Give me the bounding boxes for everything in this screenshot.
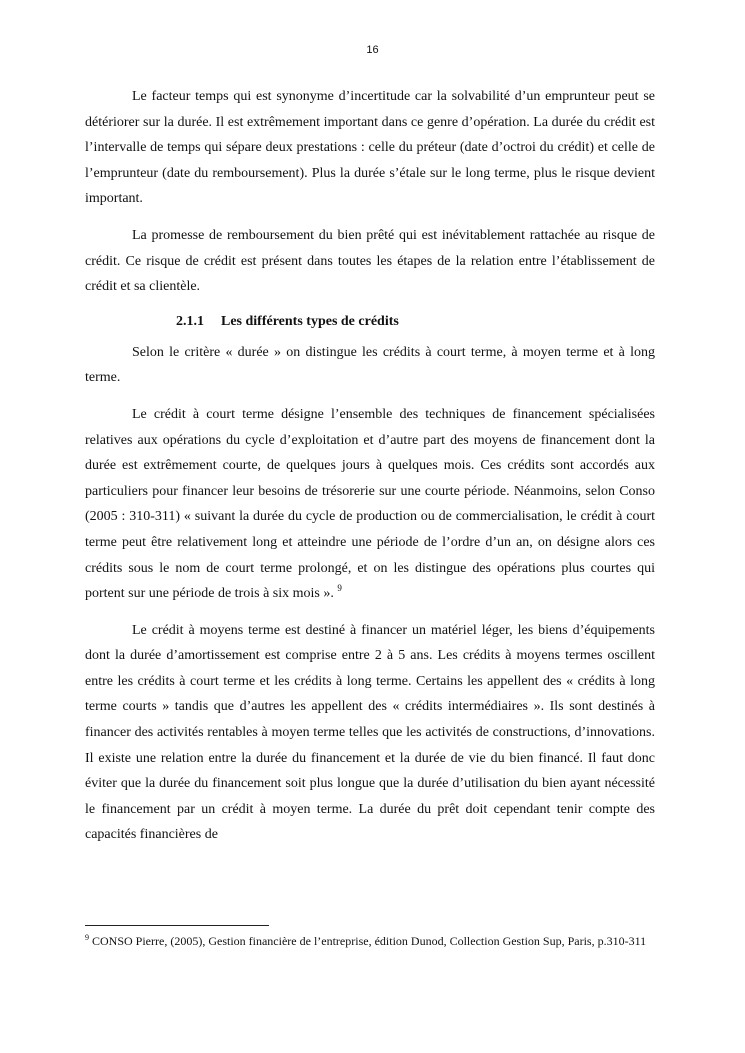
paragraph-short-term-credit <box>85 402 655 607</box>
footnote-text: CONSO Pierre, (2005), Gestion financière de l’entreprise, édition Dunod, Collection Gestion Sup, Paris, p.310-311 <box>92 934 647 948</box>
footnote-separator <box>85 925 269 926</box>
section-number: 2.1.1 <box>176 313 204 329</box>
paragraph-medium-term-credit: Le crédit à moyens terme est destiné à financer un matériel léger, les biens d’équipements dont la durée d’amortissement est comprise entre 2 à 5 ans. Les crédits à moyens termes oscillent entre les crédits à court terme et les crédits à long terme. Certains les appellent des « crédits à long terme courts » tandis que d’autres les appellent des « crédits intermédiaires ». Ils sont destinés à financer des activités rentables à moyen terme telles que les activités de constructions, d’innovations. Il existe une relation entre la durée du financement et la durée de vie du bien financé. Il faut donc éviter que la durée du financement soit plus longue que la durée d’utilisation du bien ayant nécessité le financement par un crédit à moyen terme. La durée du prêt doit cependant tenir compte des capacités financières de <box>85 622 655 843</box>
paragraph-duration-criterion: Selon le critère « durée » on distingue les crédits à court terme, à moyen terme et à long terme. <box>85 344 655 386</box>
section-title: Les différents types de crédits <box>221 313 399 329</box>
section-heading <box>176 311 655 333</box>
page-number: 16 <box>366 44 379 56</box>
footnote-reference[interactable]: 9 <box>337 583 342 594</box>
body-text <box>85 84 655 859</box>
footnote <box>65 933 655 950</box>
paragraph-repayment-promise: La promesse de remboursement du bien prêté qui est inévitablement rattachée au risque de crédit. Ce risque de crédit est présent dans toutes les étapes de la relation entre l’établissement de crédit et sa clientèle. <box>85 227 655 295</box>
short-term-text: Le crédit à court terme désigne l’ensemble des techniques de financement spécialisées relatives aux opérations du cycle d’exploitation et d’autre part des moyens de financement dont la durée est extrêmement courte, de quelques jours à quelques mois. Ces crédits sont accordés aux particuliers pour financer leur besoins de trésorerie sur une courte période. Néanmoins, selon Conso (2005 : 310-311) « suivant la durée du cycle de production ou de commercialisation, le crédit à court terme peut être relativement long et atteindre une période de l’ordre d’un an, on désigne alors ces crédits sous le nom de court terme prolongé, et on les distingue des opérations plus courtes qui portent sur une période de trois à six mois ». <box>85 406 655 602</box>
footnote-marker: 9 <box>85 933 89 942</box>
paragraph-time-factor: Le facteur temps qui est synonyme d’incertitude car la solvabilité d’un emprunteur peut se détériorer sur la durée. Il est extrêmement important dans ce genre d’opération. La durée du crédit est l’intervalle de temps qui sépare deux prestations : celle du préteur (date d’octroi du crédit) et celle de l’emprunteur (date du remboursement). Plus la durée s’étale sur le long terme, plus le risque devient important. <box>85 89 655 207</box>
